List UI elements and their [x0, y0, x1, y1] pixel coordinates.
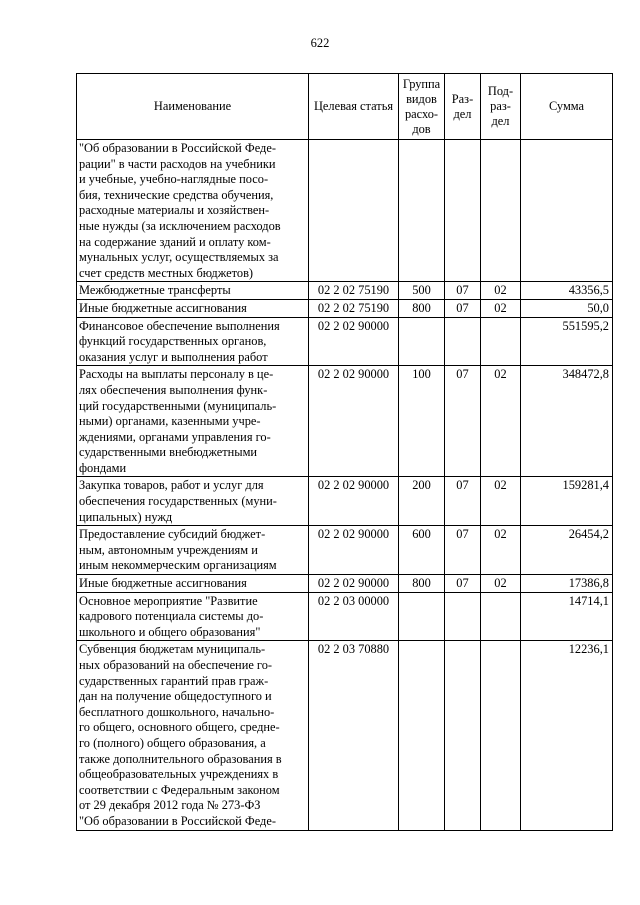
- header-expense-group-part: дов: [412, 121, 431, 136]
- row-name-line: Иные бюджетные ассигнования: [79, 300, 247, 315]
- row-name-line: расходные материалы и хозяйствен-: [79, 203, 270, 218]
- row-target-article: 02 2 03 70880: [309, 641, 399, 830]
- row-name-line: Закупка товаров, работ и услуг для: [79, 478, 264, 493]
- row-target-article: 02 2 02 90000: [309, 575, 399, 593]
- row-name: [77, 592, 309, 641]
- row-target-article: 02 2 02 75190: [309, 299, 399, 317]
- budget-table: [76, 73, 613, 831]
- header-section: [445, 74, 481, 140]
- row-section: 07: [445, 299, 481, 317]
- row-name-line: бия, технические средства обучения,: [79, 187, 274, 202]
- row-name: [77, 299, 309, 317]
- header-expense-group-part: расхо-: [404, 106, 439, 121]
- row-subsection: 02: [481, 366, 521, 477]
- row-name-line: и учебные, учебно-наглядные посо-: [79, 172, 269, 187]
- row-subsection: [481, 592, 521, 641]
- row-section: 07: [445, 366, 481, 477]
- header-expense-group-part: видов: [406, 91, 437, 106]
- table-row: [77, 366, 613, 477]
- header-amount: Сумма: [521, 74, 613, 140]
- page-number: 622: [310, 36, 330, 50]
- table-row: [77, 477, 613, 526]
- row-amount: 43356,5: [521, 282, 613, 300]
- row-name-line: рации" в части расходов на учебники: [79, 156, 276, 171]
- row-expense-group: 800: [399, 575, 445, 593]
- table-body: [77, 140, 613, 831]
- row-amount: 348472,8: [521, 366, 613, 477]
- row-name-line: Иные бюджетные ассигнования: [79, 576, 247, 591]
- row-name-line: Финансовое обеспечение выполнения: [79, 318, 280, 333]
- row-target-article: 02 2 03 00000: [309, 592, 399, 641]
- header-subsection-part: Под-: [487, 84, 514, 98]
- row-name-line: кадрового потенциала системы до-: [79, 609, 264, 624]
- table-row: [77, 282, 613, 300]
- row-target-article: 02 2 02 75190: [309, 282, 399, 300]
- row-name-line: сударственными внебюджетными: [79, 445, 258, 460]
- table-row: [77, 140, 613, 282]
- row-expense-group: 500: [399, 282, 445, 300]
- row-name-line: оказания услуг и выполнения работ: [79, 349, 268, 364]
- row-name-line: ным, автономным учреждениям и: [79, 542, 258, 557]
- row-section: [445, 592, 481, 641]
- row-name-line: обеспечения государственных (муни-: [79, 494, 277, 509]
- row-subsection: [481, 641, 521, 830]
- row-name-line: го (полного) общего образования, а: [79, 735, 266, 750]
- header-expense-group-part: Группа: [402, 76, 441, 91]
- row-name-line: ные нужды (за исключением расходов: [79, 218, 281, 233]
- row-amount: 159281,4: [521, 477, 613, 526]
- table-row: [77, 592, 613, 641]
- header-section-part: Раз-: [451, 91, 474, 106]
- row-name-line: Основное мероприятие "Развитие: [79, 593, 258, 608]
- row-expense-group: 600: [399, 526, 445, 575]
- row-name-line: ных образований на обеспечение го-: [79, 658, 273, 672]
- row-name-line: ций государственными (муниципаль-: [79, 398, 277, 413]
- row-amount: [521, 140, 613, 282]
- row-name-line: дан на получение общедоступного и: [79, 689, 272, 704]
- row-name-line: функций государственных органов,: [79, 334, 267, 349]
- row-name: [77, 366, 309, 477]
- row-name-line: счет средств местных бюджетов): [79, 265, 254, 280]
- row-subsection: 02: [481, 299, 521, 317]
- row-name-line: Субвенция бюджетам муниципаль-: [79, 642, 266, 657]
- row-amount: 14714,1: [521, 592, 613, 641]
- row-name-line: школьного и общего образования": [79, 624, 261, 639]
- row-subsection: 02: [481, 575, 521, 593]
- row-name-line: на содержание зданий и оплату ком-: [79, 234, 271, 249]
- row-name: [77, 317, 309, 366]
- row-name-line: лях обеспечения выполнения функ-: [79, 382, 268, 397]
- row-expense-group: [399, 317, 445, 366]
- row-name-line: "Об образовании в Российской Феде-: [79, 813, 276, 828]
- row-amount: 26454,2: [521, 526, 613, 575]
- row-subsection: 02: [481, 282, 521, 300]
- table-row: [77, 641, 613, 830]
- row-name: [77, 526, 309, 575]
- row-name: [77, 282, 309, 300]
- row-expense-group: [399, 641, 445, 830]
- row-target-article: [309, 140, 399, 282]
- row-expense-group: [399, 140, 445, 282]
- row-name: [77, 575, 309, 593]
- table-row: [77, 575, 613, 593]
- table-header-row: [77, 74, 613, 140]
- row-name-line: "Об образовании в Российской Феде-: [79, 141, 276, 155]
- row-expense-group: 100: [399, 366, 445, 477]
- row-target-article: 02 2 02 90000: [309, 366, 399, 477]
- row-name-line: общеобразовательных учреждениях в: [79, 767, 279, 782]
- row-name-line: ждениями, органами управления го-: [79, 429, 271, 444]
- row-section: 07: [445, 477, 481, 526]
- header-expense-group: [399, 74, 445, 140]
- row-amount: 17386,8: [521, 575, 613, 593]
- row-name-line: соответствии с Федеральным законом: [79, 782, 280, 797]
- header-target-article: Целевая статья: [309, 74, 399, 140]
- row-amount: 551595,2: [521, 317, 613, 366]
- row-name-line: бесплатного дошкольного, начально-: [79, 704, 275, 719]
- row-section: [445, 641, 481, 830]
- row-target-article: 02 2 02 90000: [309, 317, 399, 366]
- table-row: [77, 317, 613, 366]
- header-subsection-part: раз-: [490, 99, 511, 113]
- row-name-line: го общего, основного общего, средне-: [79, 720, 280, 735]
- header-subsection-part: дел: [491, 114, 510, 128]
- row-target-article: 02 2 02 90000: [309, 477, 399, 526]
- row-name-line: ными) органами, казенными учре-: [79, 414, 261, 429]
- row-subsection: [481, 140, 521, 282]
- row-subsection: [481, 317, 521, 366]
- row-name-line: Межбюджетные трансферты: [79, 283, 231, 298]
- row-name-line: ципальных) нужд: [79, 509, 173, 524]
- row-expense-group: 800: [399, 299, 445, 317]
- row-section: 07: [445, 282, 481, 300]
- row-name: [77, 140, 309, 282]
- header-section-part: дел: [453, 106, 472, 121]
- row-name-line: фондами: [79, 460, 127, 475]
- row-subsection: 02: [481, 477, 521, 526]
- row-name-line: Предоставление субсидий бюджет-: [79, 527, 266, 542]
- row-amount: 50,0: [521, 299, 613, 317]
- row-amount: 12236,1: [521, 641, 613, 830]
- table-row: [77, 299, 613, 317]
- row-section: 07: [445, 575, 481, 593]
- row-name: [77, 477, 309, 526]
- row-name-line: иным некоммерческим организациям: [79, 558, 277, 573]
- header-name: Наименование: [77, 74, 309, 140]
- row-expense-group: [399, 592, 445, 641]
- row-subsection: 02: [481, 526, 521, 575]
- row-name-line: сударственных гарантий прав граж-: [79, 673, 269, 688]
- row-name-line: Расходы на выплаты персоналу в це-: [79, 367, 274, 382]
- row-name-line: от 29 декабря 2012 года № 273-ФЗ: [79, 798, 261, 813]
- row-name-line: также дополнительного образования в: [79, 751, 282, 766]
- table-row: [77, 526, 613, 575]
- row-section: [445, 317, 481, 366]
- row-expense-group: 200: [399, 477, 445, 526]
- row-name-line: мунальных услуг, осуществляемых за: [79, 250, 279, 265]
- row-name: [77, 641, 309, 830]
- row-section: [445, 140, 481, 282]
- header-subsection: [481, 74, 521, 140]
- row-section: 07: [445, 526, 481, 575]
- row-target-article: 02 2 02 90000: [309, 526, 399, 575]
